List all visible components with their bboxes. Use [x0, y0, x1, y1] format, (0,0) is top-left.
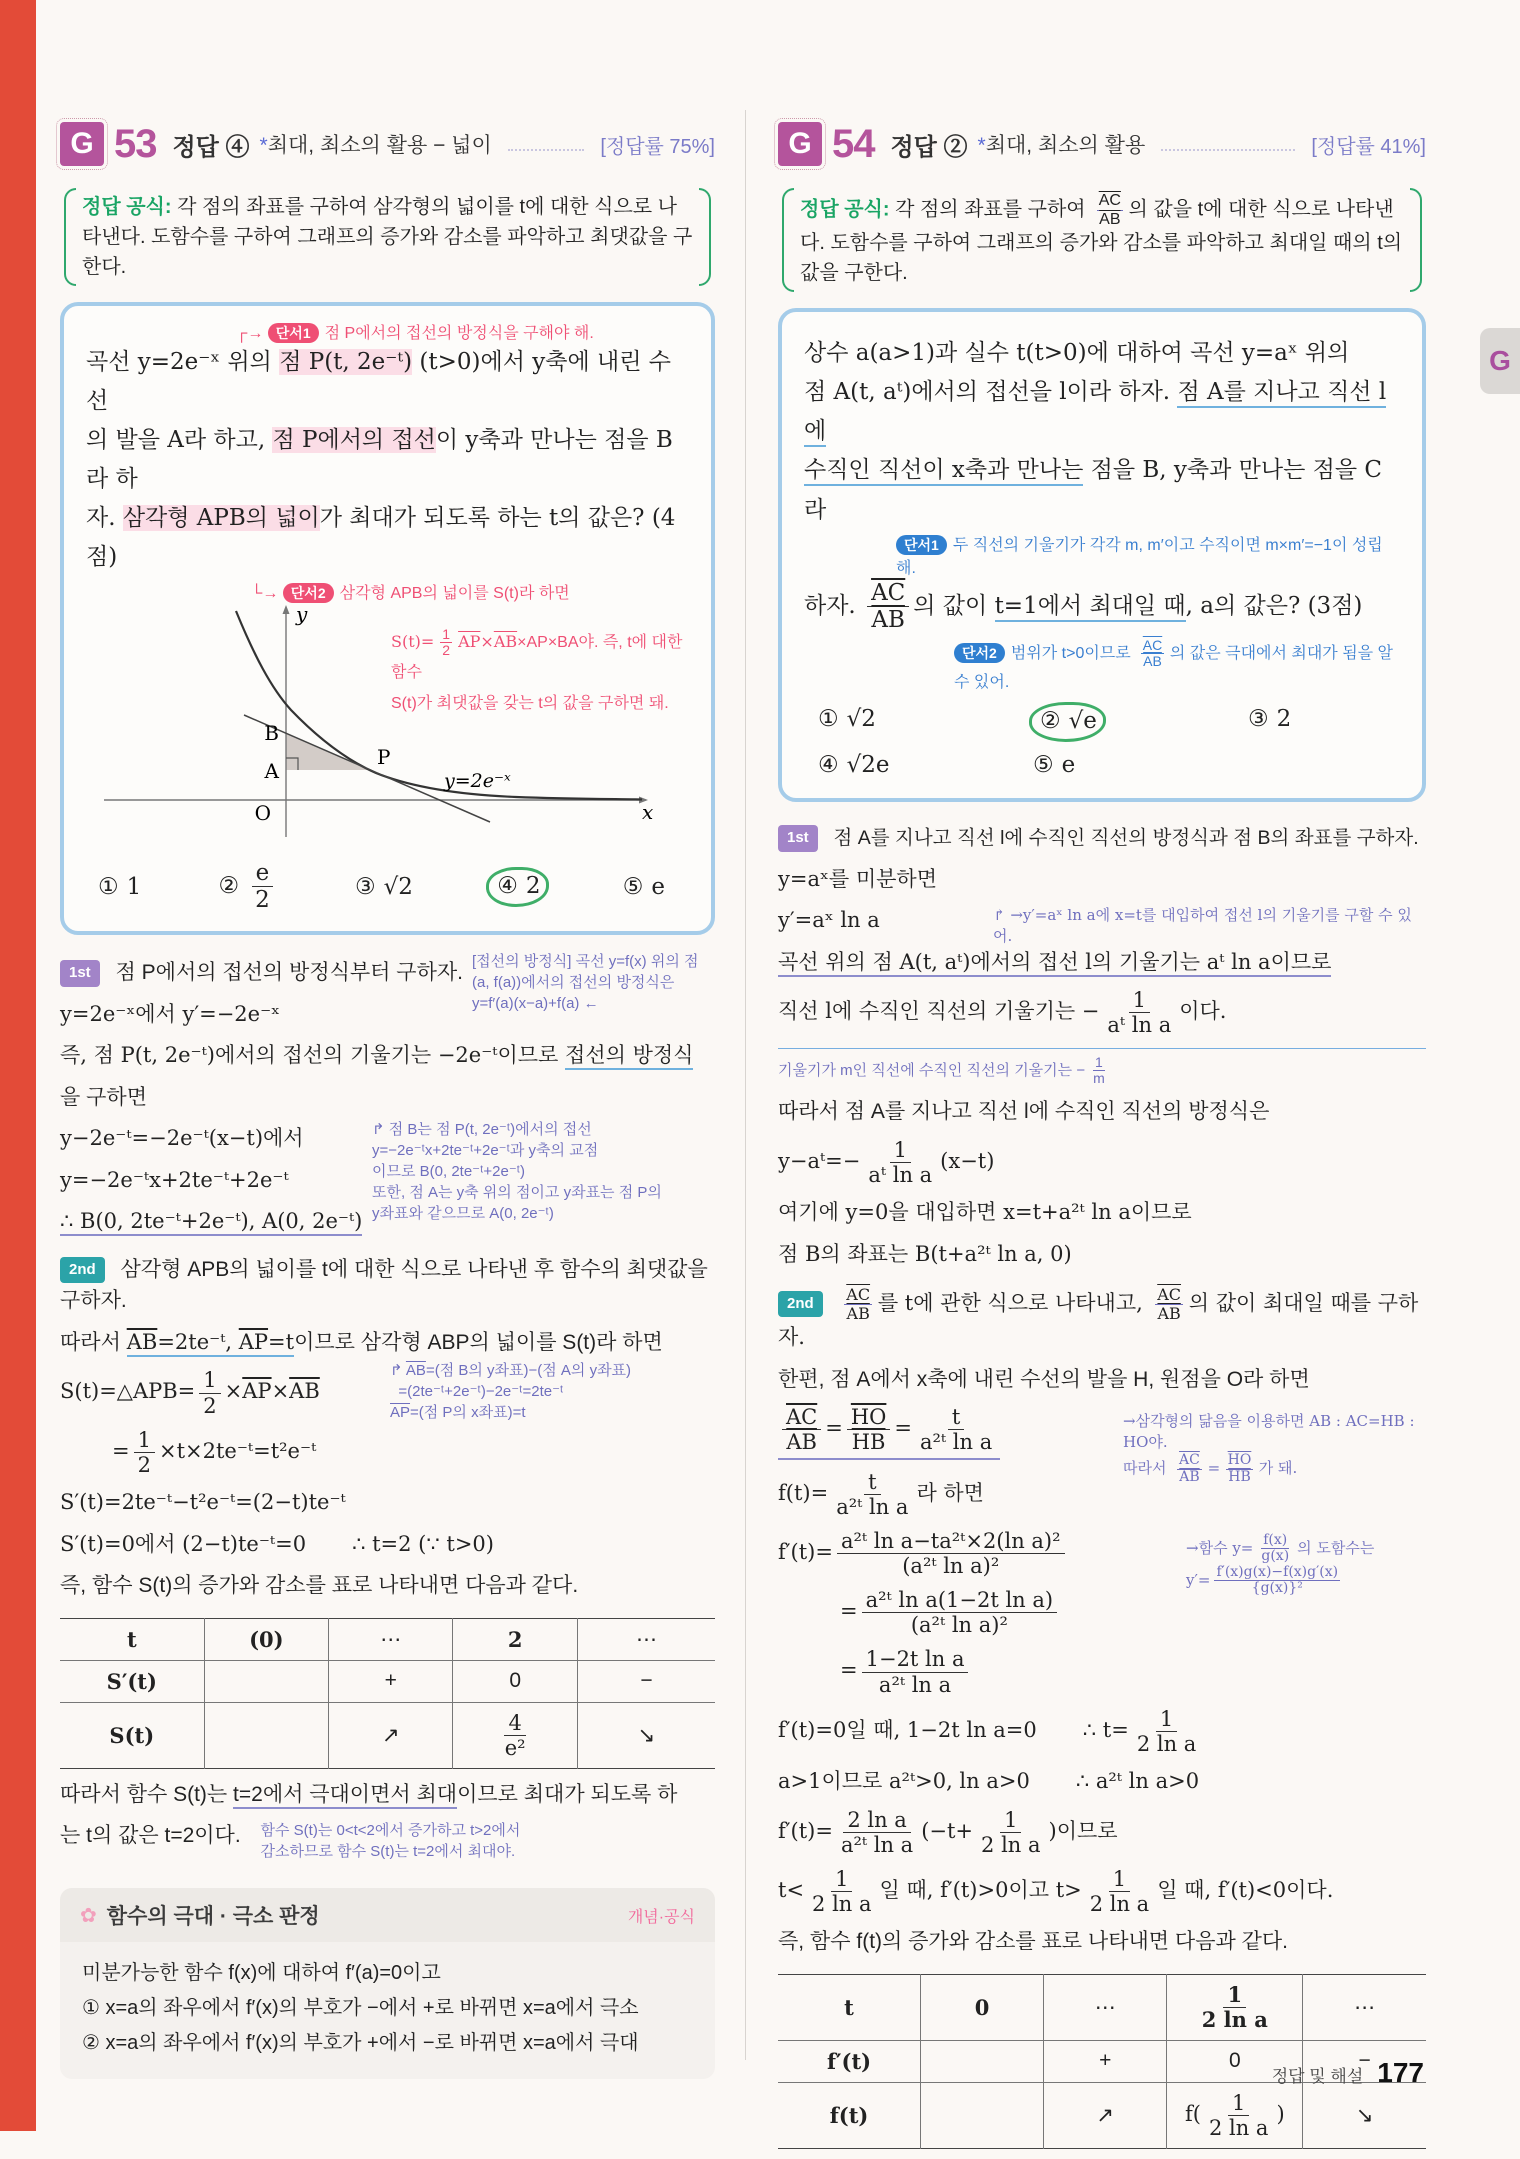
problem-53-text: 곡선 y=2e⁻ˣ 위의 점 P(t, 2e⁻ᵗ) (t>0)에서 y축에 내린 수선 의 발을 A라 하고, 점 P에서의 접선이 y축과 만나는 점을 B라 하 자. 삼각형 APB의 넓이가 최대가 되도록 하는 t의 값은? (4점) — [86, 349, 676, 571]
label-A: A — [264, 758, 279, 783]
eq-points-AB: ∴ B(0, 2te⁻ᵗ+2e⁻ᵗ), A(0, 2e⁻ᵗ) — [60, 1206, 715, 1238]
page-number: 177 — [1377, 2057, 1424, 2088]
perpendicular-line-intro: 따라서 점 A를 지나고 직선 l에 수직인 직선의 방정식은 — [778, 1100, 1270, 1124]
eq-f-prime-factored: f′(t)= $\frac{\text{2 ln a}}{\text{a²ᵗ ln a}}$ (−t+ $\frac{1}{\text{2 ln a}}$ )이므로 — [778, 1807, 1118, 1857]
choice-4-selected: ④ 2 — [490, 871, 545, 903]
eq-differentiate: y=aˣ를 미분하면 — [778, 866, 937, 891]
increase-decrease-table-53 — [60, 1618, 715, 1769]
step-1st-badge: 1st — [778, 825, 818, 852]
page-edge-stripe — [0, 0, 36, 2131]
eq-critical: S′(t)=0에서 (2−t)te⁻ᵗ=0 ∴ t=2 (∵ t>0) — [60, 1531, 494, 1556]
table-row: S(t) ↗ $\frac{4}{\text{e²}}$ ↘ — [60, 1702, 715, 1768]
problem-54-text-line4: 하자. $\frac{\overline{AC}}{AB}$ 의 값이 t=1에서 최대일 때, a의 값은? (3점) — [804, 579, 1363, 634]
chapter-tab-letter: G — [1489, 345, 1511, 376]
problem-54-text: 상수 a(a>1)과 실수 t(t>0)에 대하여 곡선 y=aˣ 위의 점 A(t, aᵗ)에서의 접선을 l이라 하자. 점 A를 지나고 직선 l에 수직인 직선이 x축과 만나는 점을 B, y축과 만나는 점을 C라 — [804, 340, 1387, 523]
problem-54-answer: 정답 ② — [890, 133, 968, 161]
problem-53-topic: *최대, 최소의 활용 − 넓이 — [259, 134, 492, 157]
problem-54-solution — [778, 822, 1426, 2149]
table-row: f(t) ↗ f( $\frac{1}{\text{2 ln a}}$ ) ↘ — [778, 2082, 1426, 2148]
conclusion-53-line2: 는 t의 값은 t=2이다. 함수 S(t)는 0<t<2에서 증가하고 t>2에서 감소하므로 함수 S(t)는 t=2에서 최대야. — [60, 1822, 521, 1861]
tangent-line — [244, 715, 490, 822]
problem-54-statement-box — [778, 308, 1426, 802]
problem-53-solution — [60, 953, 715, 2079]
problem-53-column — [60, 118, 715, 2079]
problem-53-rate: [정답률 75%] — [600, 135, 715, 158]
table-row: t 0 ⋯ $\frac{1}{\text{2 ln a}}$ ⋯ — [778, 1974, 1426, 2040]
problem-54-topic: *최대, 최소의 활용 — [977, 134, 1146, 157]
eq-f-prime-2: = $\frac{\text{a²ᵗ ln a(1−2t ln a)}}{\text{(a²ᵗ ln a)²}}$ — [840, 1588, 1426, 1637]
concept-box-title: 함수의 극대 · 극소 판정 — [106, 1905, 320, 1929]
problem-53-answer-formula: 정답 공식: 각 점의 좌표를 구하여 삼각형의 넓이를 t에 대한 식으로 나타낸다. 도함수를 구하여 그래프의 증가와 감소를 파악하고 최댓값을 구한다. — [64, 186, 711, 288]
step-1st-badge: 1st — [60, 960, 100, 987]
eq-critical-point: f′(t)=0일 때, 1−2t ln a=0 ∴ t= $\frac{1}{\text{2 ln a}}$ — [778, 1706, 1197, 1756]
concept-badge: 개념·공식 — [627, 1908, 695, 1926]
choice-5: ⑤ e — [1033, 752, 1076, 779]
eq-f-prime-3: = $\frac{\text{1−2t ln a}}{\text{a²ᵗ ln a}}$ — [840, 1647, 1426, 1696]
step-2nd-badge: 2nd — [60, 1257, 105, 1284]
problem-54-header — [778, 118, 1426, 170]
tangent-derivation — [60, 1123, 715, 1238]
eq-point-B: 점 B의 좌표는 B(t+a²ᵗ ln a, 0) — [778, 1241, 1072, 1266]
page-footer — [1272, 2057, 1424, 2089]
length-note: ↱ $\overline{AB}=$(점 B의 y좌표)−(점 A의 y좌표) =(2te⁻ᵗ+2e⁻ᵗ)−2e⁻ᵗ=2te⁻ᵗ $\overline{AP}=$(점 P의 x좌표)=t — [390, 1362, 632, 1422]
choice-5: ⑤ e — [622, 873, 665, 900]
table-row: S′(t) + 0 − — [60, 1660, 715, 1702]
choice-2: ② $\frac{e}{2}$ — [219, 860, 278, 914]
eq-slope-cont: 을 구하면 — [60, 1085, 147, 1109]
step-2nd-badge: 2nd — [778, 1291, 823, 1318]
eq-area-2: = $\frac{1}{2}$ ×t×2te⁻ᵗ=t²e⁻ᵗ — [112, 1427, 317, 1477]
problem-53-chapter-badge: G — [60, 122, 104, 166]
eq-tangent-2: y=−2e⁻ᵗx+2te⁻ᵗ+2e⁻ᵗ — [60, 1167, 289, 1192]
label-curve-equation: y=2e⁻ˣ — [444, 769, 511, 792]
choice-3: ③ 2 — [1248, 706, 1292, 733]
choice-3: ③ √2 — [355, 873, 413, 900]
concept-box-body: 미분가능한 함수 f(x)에 대하여 f′(a)=0이고 ① x=a의 좌우에서 f′(x)의 부호가 −에서 +로 바뀌면 x=a에서 극소 ② x=a의 좌우에서 f′(x)의 부호가 +에서 −로 바뀌면 x=a에서 극대 — [82, 1962, 639, 2055]
label-O: O — [254, 800, 271, 825]
eq-x-intercept: 여기에 y=0을 대입하면 x=t+a²ᵗ ln a이므로 — [778, 1200, 1192, 1225]
table-row: t (0) ⋯ 2 ⋯ — [60, 1618, 715, 1660]
tangent-formula-note: [접선의 방정식] 곡선 y=f(x) 위의 점 (a, f(a))에서의 접선의 방정식은 y=f′(a)(x−a)+f(a) ← — [472, 953, 699, 1013]
eq-slope: 즉, 점 P(t, 2e⁻ᵗ)에서의 접선의 기울기는 −2e⁻ᵗ이므로 접선의 방정식 — [60, 1040, 715, 1072]
concept-box — [60, 1888, 715, 2079]
perpendicular-note: 기울기가 m인 직선에 수직인 직선의 기울기는 − $\frac{1}{m}$ — [778, 1048, 1426, 1087]
problem-54-answer-formula: 정답 공식: 각 점의 좌표를 구하여 $\frac{\overline{AC}}{AB}$ 의 값을 t에 대한 식으로 나타낸다. 도함수를 구하여 그래프의 증가와 감소를 파악하고 최대일 때의 t의 값을 구한다. — [782, 186, 1422, 294]
table-intro: 즉, 함수 S(t)의 증가와 감소를 표로 나타내면 다음과 같다. — [60, 1574, 579, 1597]
eq-define-f: f(t)= $\frac{t}{\text{a²ᵗ ln a}}$ 라 하면 — [778, 1469, 984, 1519]
label-P: P — [377, 744, 391, 769]
point-B-note: ↱ 점 B는 점 P(t, 2e⁻ᵗ)에서의 접선 y=−2e⁻ᵗx+2te⁻ᵗ+2e⁻ᵗ과 y축의 교점 이므로 B(0, 2te⁻ᵗ+2e⁻ᵗ) 또한, 점 A는 y축 위의 점이고 y좌표는 점 P의 y좌표와 같으므로 A(0, 2e⁻ᵗ) — [372, 1121, 662, 1223]
foot-of-perpendicular-intro: 한편, 점 A에서 x축에 내린 수선의 발을 H, 원점을 O라 하면 — [778, 1367, 1310, 1391]
quotient-rule-note: →함수 y= $\frac{f(x)}{g(x)}$ 의 도함수는 y′= $\frac{f'(x)g(x)-f(x)g'(x)}{\text{\{g(x)\}²}}$ — [1186, 1531, 1375, 1597]
slope-substitution-note: ↱ →y′=aˣ ln a에 x=t를 대입하여 접선 l의 기울기를 구할 수 있어. — [993, 906, 1412, 946]
eq-sign-analysis: t< $\frac{1}{\text{2 ln a}}$ 일 때, f′(t)>0이고 t> $\frac{1}{\text{2 ln a}}$ 일 때, f′(t)<0이다. — [778, 1866, 1334, 1916]
step-1st-lead: 점 A를 지나고 직선 l에 수직인 직선의 방정식과 점 B의 좌표를 구하자. — [833, 827, 1419, 850]
clue2-note-line1: └→ 단서2 삼각형 APB의 넓이를 S(t)라 하면 — [251, 584, 570, 602]
area-derivation — [60, 1362, 715, 1477]
problem-53-number: 53 — [114, 121, 157, 166]
choice-2-selected: ② √e — [1033, 706, 1248, 738]
eq-lengths: 따라서 $\overline{AB}=2te^-ᵗ$, $\overline{AP}=t$이므로 삼각형 ABP의 넓이를 S(t)라 하면 — [60, 1327, 715, 1359]
problem-54-rate: [정답률 41%] — [1311, 135, 1426, 158]
step-1st-lead: 점 P에서의 접선의 방정식부터 구하자. — [115, 961, 463, 985]
label-x-axis: x — [642, 799, 654, 824]
conclusion-53-line1: 따라서 함수 S(t)는 t=2에서 극대이면서 최대이므로 최대가 되도록 하 — [60, 1779, 715, 1811]
chapter-tab — [1480, 328, 1520, 394]
eq-tangent-slope: 곡선 위의 점 A(t, aᵗ)에서의 접선 l의 기울기는 aᵗ ln a이므로 — [778, 947, 1426, 979]
dotted-leader — [508, 137, 585, 151]
flower-icon: ✿ — [80, 1904, 97, 1927]
concept-box-title-row — [60, 1888, 715, 1942]
conclusion-note: 함수 S(t)는 0<t<2에서 증가하고 t>2에서 감소하므로 함수 S(t)는 t=2에서 최대야. — [260, 1822, 521, 1861]
label-y-axis: y — [296, 602, 308, 626]
problem-54-number: 54 — [832, 121, 875, 166]
step-2nd-lead: $\frac{\overline{AC}}{AB}$ 를 t에 관한 식으로 나타내고, $\frac{\overline{AC}}{AB}$ 의 값이 최대일 때를 구하자. — [778, 1285, 1419, 1350]
step-2nd-lead: 삼각형 APB의 넓이를 t에 대한 식으로 나타낸 후 함수의 최댓값을 구하자. — [60, 1257, 708, 1313]
choice-1: ① √2 — [818, 706, 876, 733]
problem-54-chapter-badge: G — [778, 122, 822, 166]
problem-53-statement-box — [60, 302, 715, 935]
similar-triangles-note: →삼각형의 닮음을 이용하면 AB : AC=HB : HO야. 따라서 $\frac{\overline{AC}}{AB}$ = $\frac{\overline{HO}}{HB}$ 가 돼. — [1123, 1412, 1415, 1485]
choice-1: ① 1 — [98, 873, 142, 900]
dotted-leader — [1161, 137, 1295, 151]
choice-4: ④ √2e — [818, 752, 890, 779]
eq-perpendicular-slope: 직선 l에 수직인 직선의 기울기는 − $\frac{1}{\text{aᵗ ln a}}$ 이다. — [778, 988, 1227, 1038]
problem-54-choices — [804, 692, 1402, 782]
column-divider — [745, 110, 746, 2060]
y-axis-arrow — [283, 605, 290, 614]
eq-area-1: S(t)=△APB= $\frac{1}{2}$ $\times\overline{AP}\times\overline{AB}$ — [60, 1368, 320, 1418]
problem-53-answer: 정답 ④ — [172, 133, 250, 161]
table-row: f′(t) + 0 − — [778, 2040, 1426, 2082]
problem-54-column — [778, 118, 1426, 2159]
clue2-note-54: 단서2 범위가 t>0이므로 $\frac{\overline{AC}}{AB}$ 의 값은 극대에서 최대가 됨을 알 수 있어. — [954, 636, 1394, 692]
eq-perpendicular-line: y−aᵗ=− $\frac{1}{\text{aᵗ ln a}}$ (x−t) — [778, 1137, 995, 1188]
footer-label: 정답 및 해설 — [1271, 2067, 1364, 2086]
eq-ratio: $\frac{\overline{AC}}{AB}$ = $\frac{\overline{HO}}{HB}$ = $\frac{t}{\text{a²ᵗ ln a}}$ →삼각형의 닮음을 이용하면 AB : AC=HB : HO야. 따라서 $\frac{\overline{AC}}{AB}$ = $\frac{\overline{HO}}{HB}$ 가 돼. — [778, 1405, 1426, 1459]
label-B: B — [264, 720, 279, 745]
eq-f-prime-1: f′(t)= $\frac{\text{a²ᵗ ln a−ta²ᵗ×2(ln a)²}}{\text{(a²ᵗ ln a)²}}$ →함수 y= $\frac{f(x)}{g(x)}$ 의 도함수는 y′= $\frac{f'(x)g(x)-f(x)g'(x)}{\text{\{g(x)\}²}}$ — [778, 1529, 1426, 1578]
table-intro-54: 즉, 함수 f(t)의 증가와 감소를 표로 나타내면 다음과 같다. — [778, 1930, 1289, 1954]
problem-53-header — [60, 118, 715, 170]
eq-derivative-S: S′(t)=2te⁻ᵗ−t²e⁻ᵗ=(2−t)te⁻ᵗ — [60, 1490, 346, 1514]
problem-53-figure-area — [86, 603, 691, 850]
problem-53-choices — [86, 850, 691, 916]
eq-derivative-a: y′=aˣ ln a ↱ →y′=aˣ ln a에 x=t를 대입하여 접선 l의 기울기를 구할 수 있어. — [778, 905, 1426, 937]
eq-tangent-1: y−2e⁻ᵗ=−2e⁻ᵗ(x−t)에서 — [60, 1126, 304, 1151]
eq-derivative: y=2e⁻ˣ에서 y′=−2e⁻ˣ — [60, 1001, 281, 1026]
eq-positivity: a>1이므로 a²ᵗ>0, ln a>0 ∴ a²ᵗ ln a>0 — [778, 1769, 1200, 1794]
clue1-note: ┌→ 단서1 점 P에서의 접선의 방정식을 구해야 해. — [236, 325, 594, 342]
clue1-note-54: 단서1 두 직선의 기울기가 각각 m, m′이고 수직이면 m×m′=−1이 성립해. — [896, 536, 1383, 577]
clue2-note-lines: S(t)= $\frac{1}{2}$ $\overline{AP}\times\overline{AB}\times AP\times BA$야. 즉, t에 대한 함수 S(t)가 최댓값을 갖는 t의 값을 구하면 돼. — [391, 625, 683, 712]
